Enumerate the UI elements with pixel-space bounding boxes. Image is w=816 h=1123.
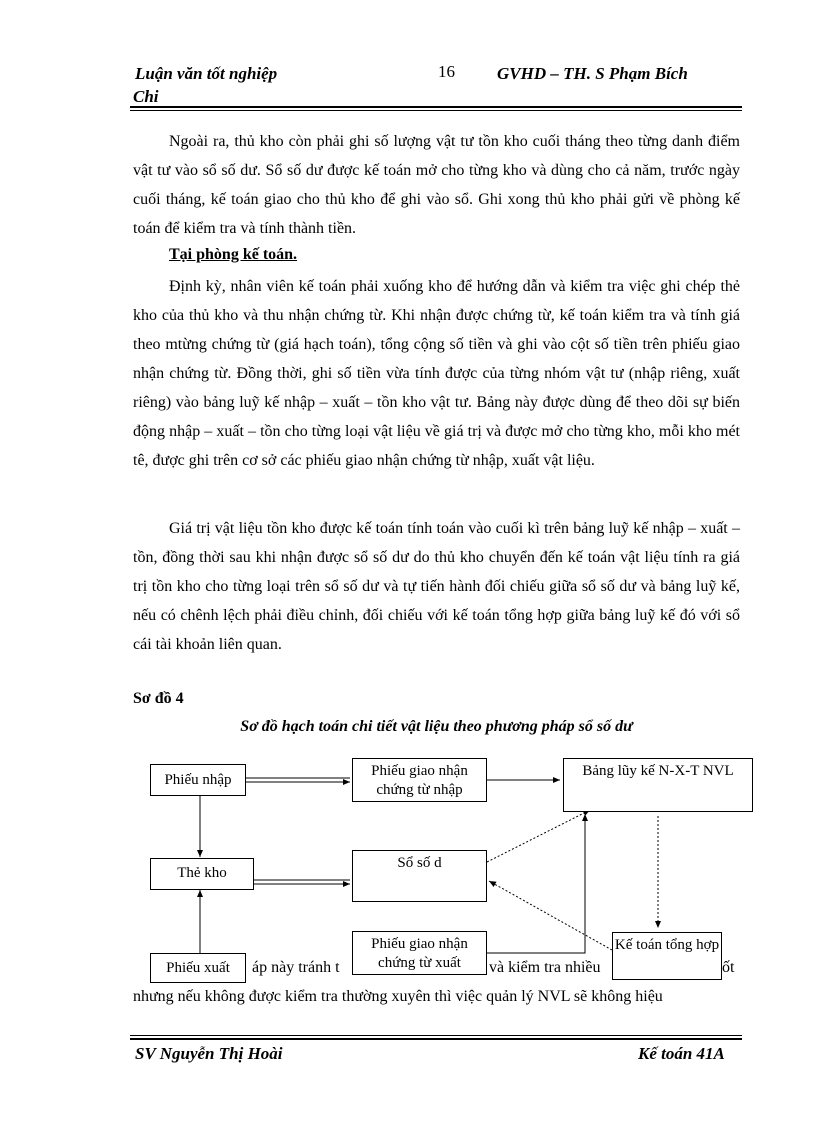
overlap-fragment-c: ốt bbox=[722, 959, 735, 976]
figure-title: Sơ đồ hạch toán chi tiết vật liệu theo phương pháp sổ số dư bbox=[240, 718, 633, 735]
paragraph-1: Ngoài ra, thủ kho còn phải ghi số lượng vật tư tồn kho cuối tháng theo từng danh điểm vật tư vào sổ số dư. Sổ số dư được kế toán mở cho từng kho và dùng cho cả năm, trước ngày cuối tháng, kế toán giao cho thủ kho để ghi vào sổ. Ghi xong thủ kho phải gửi về phòng kế toán để kiểm tra và tính thành tiền. bbox=[133, 133, 740, 237]
overlap-fragment-a: áp này tránh t bbox=[252, 959, 340, 976]
section-title: Tại phòng kế toán. bbox=[169, 246, 298, 263]
footer-class: Kế toán 41A bbox=[638, 1044, 725, 1063]
header-advisor-wrap: Chi bbox=[133, 87, 159, 106]
dotted-ke-toan-to-so-so-du bbox=[489, 881, 612, 950]
overlap-fragment-b: và kiểm tra nhiều bbox=[489, 959, 601, 976]
figure-label: Sơ đồ 4 bbox=[133, 690, 184, 707]
box-ke-toan-tong-hop: Kế toán tổng hợp bbox=[612, 932, 722, 980]
footer-student: SV Nguyễn Thị Hoài bbox=[135, 1044, 283, 1063]
box-giao-nhan-nhap: Phiếu giao nhận chứng từ nhập bbox=[352, 758, 487, 802]
box-phieu-xuat: Phiếu xuất bbox=[150, 953, 246, 983]
header-advisor: GVHD – TH. S Phạm Bích bbox=[497, 64, 688, 83]
box-phieu-nhap: Phiếu nhập bbox=[150, 764, 246, 796]
paragraph-4-line: nhưng nếu không được kiểm tra thường xuyên thì việc quản lý NVL sẽ không hiệu bbox=[133, 988, 663, 1005]
paragraph-3: Giá trị vật liệu tồn kho được kế toán tính toán vào cuối kì trên bảng luỹ kế nhập – xuất – tồn, đồng thời sau khi nhận được sổ số dư do thủ kho chuyển đến kế toán vật liệu tính ra giá trị tồn kho cho từng loại trên sổ số dư và tự tiến hành đối chiếu giữa sổ số dư và bảng luỹ kế, nếu có chênh lệch phải điều chỉnh, đối chiếu với kế toán tổng hợp giữa bảng luỹ kế đó với sổ cái tài khoản liên quan. bbox=[133, 520, 740, 653]
footer-rule-thick bbox=[130, 1038, 742, 1040]
header-page-number: 16 bbox=[438, 62, 455, 81]
box-the-kho: Thẻ kho bbox=[150, 858, 254, 890]
arrow-the-kho-to-so-so-du bbox=[254, 880, 350, 884]
arrow-phieu-nhap-to-giao-nhan-nhap bbox=[246, 778, 350, 782]
box-bang-luy-ke: Bảng lũy kế N-X-T NVL bbox=[563, 758, 753, 812]
box-so-so-du: Sổ số d bbox=[352, 850, 487, 902]
box-giao-nhan-xuat: Phiếu giao nhận chứng từ xuất bbox=[352, 931, 487, 975]
arrow-giao-nhan-xuat-to-bang-luy-ke bbox=[487, 814, 585, 953]
header-thesis-title: Luận văn tốt nghiệp bbox=[135, 64, 278, 83]
footer-rule-thin bbox=[130, 1035, 742, 1036]
paragraph-2: Định kỳ, nhân viên kế toán phải xuống kho để hướng dẫn và kiểm tra việc ghi chép thẻ kho của thủ kho và thu nhận chứng từ. Khi nhận được chứng từ, kế toán kiểm tra và tính giá theo mtừng chứng từ (giá hạch toán), tổng cộng số tiền và ghi vào cột số tiền trên phiếu giao nhận chứng từ. Đồng thời, ghi số tiền vừa tính được của từng nhóm vật tư (nhập riêng, xuất riêng) vào bảng luỹ kế nhập – xuất – tồn kho vật tư. Bảng này được dùng để theo dõi sự biến động nhập – xuất – tồn cho từng loại vật liệu về giá trị và được mở cho từng kho, mỗi kho mét tê, được ghi trên cơ sở các phiếu giao nhận chứng từ nhập, xuất vật liệu. bbox=[133, 278, 740, 469]
dotted-so-so-du-to-bang-luy-ke bbox=[487, 810, 590, 862]
